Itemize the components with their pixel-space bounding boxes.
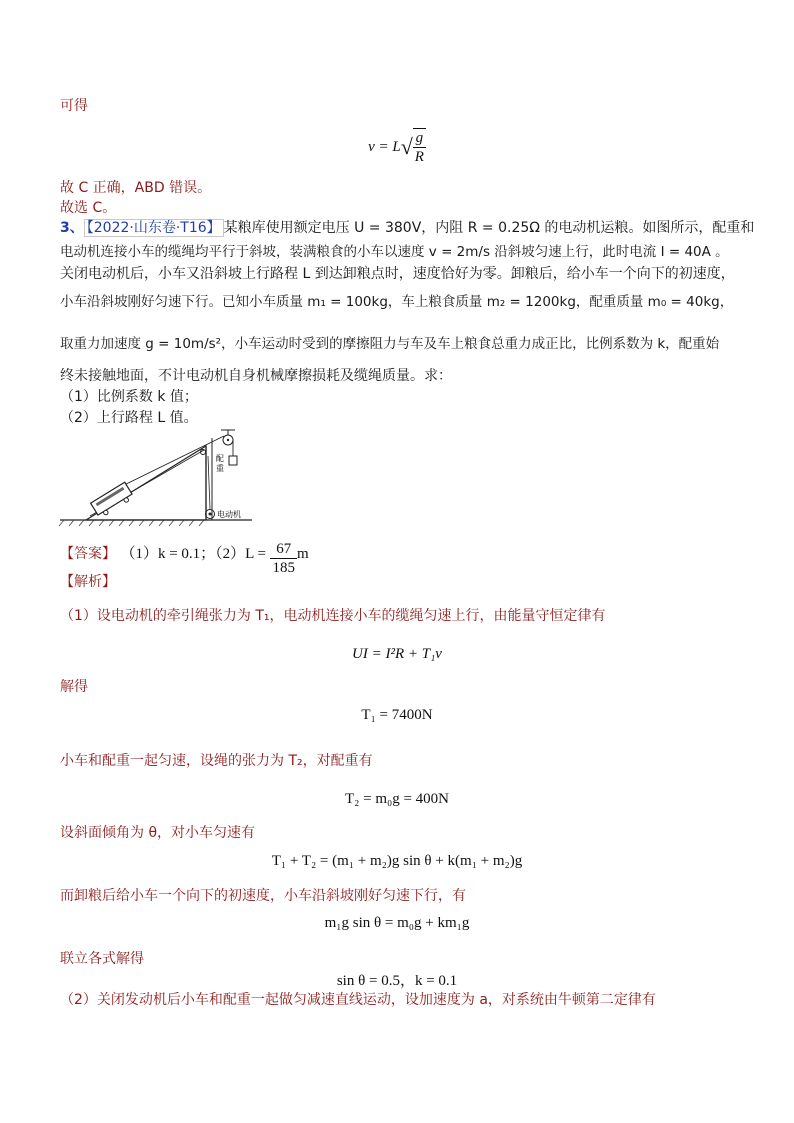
problem-line3: 关闭电动机后，小车又沿斜坡上行路程 L 到达卸粮点时，速度恰好为零。卸粮后，给小车一个向下的初速度，	[60, 266, 735, 282]
incline-figure	[56, 428, 256, 528]
formula-v: v = L√ $\frac{g}{R}$	[368, 130, 424, 165]
question-1: （1）比例系数 k 值；	[60, 389, 198, 405]
text-choose: 故选 C。	[60, 200, 117, 216]
analysis-eq6: sin θ = 0.5，k = 0.1	[336, 973, 458, 989]
analysis-p1: （1）设电动机的牵引绳张力为 T₁，电动机连接小车的缆绳匀速上行，由能量守恒定律有	[60, 608, 606, 624]
text-kede: 可得	[60, 98, 88, 114]
problem-line2: 电动机连接小车的缆绳均平行于斜坡，装满粮食的小车以速度 v = 2m/s 沿斜坡匀速上行，此时电流 I = 40A 。	[60, 244, 729, 260]
problem-number: 3、	[60, 220, 84, 236]
figure-label-weight-1: 配	[216, 454, 224, 463]
formula-v-num: g	[413, 129, 426, 148]
problem-line4: 小车沿斜坡刚好匀速下行。已知小车质量 m₁ = 100kg，车上粮食质量 m₂ = 1200kg，配重质量 m₀ = 40kg，	[60, 294, 734, 310]
analysis-jiede: 解得	[60, 679, 88, 695]
analysis-label: 【解析】	[60, 574, 116, 590]
analysis-eq4: T₁ + T₂ = (m₁ + m₂)g sin θ + k(m₁ + m₂)g	[271, 853, 523, 869]
answer-frac-num: 67	[270, 540, 297, 559]
analysis-p4: 而卸粮后给小车一个向下的初速度，小车沿斜坡刚好匀速下行，有	[60, 888, 466, 904]
problem-line1	[60, 218, 754, 238]
answer-unit: m	[296, 546, 309, 562]
answer-label: 【答案】	[60, 546, 116, 562]
text-correct: 故 C 正确，ABD 错误。	[60, 180, 212, 196]
figure-label-motor: 电动机	[217, 510, 241, 519]
figure-label-weight-2: 重	[216, 464, 224, 473]
analysis-eq3: T₂ = m₀g = 400N	[344, 791, 450, 807]
analysis-p2: 小车和配重一起匀速，设绳的张力为 T₂，对配重有	[60, 753, 373, 769]
problem-line6: 终未接触地面，不计电动机自身机械摩擦损耗及缆绳质量。求：	[60, 368, 452, 384]
analysis-eq2: T₁ = 7400N	[361, 707, 433, 723]
formula-v-lhs: v = L	[368, 139, 401, 155]
analysis-p3: 设斜面倾角为 θ，对小车匀速有	[60, 825, 256, 841]
analysis-eq5: m₁g sin θ = m₀g + km₁g	[324, 915, 470, 931]
question-2: （2）上行路程 L 值。	[60, 410, 198, 426]
problem-text-line1: 某粮库使用额定电压 U = 380V，内阻 R = 0.25Ω 的电动机运粮。如图所示，配重和	[223, 220, 755, 236]
analysis-p5: 联立各式解得	[60, 951, 144, 967]
formula-v-den: R	[414, 149, 424, 165]
answer-part1: （1）k = 0.1；（2）L =	[120, 546, 266, 562]
problem-source: 【2022·山东卷·T16】	[84, 219, 224, 237]
analysis-p6: （2）关闭发动机后小车和配重一起做匀减速直线运动，设加速度为 a，对系统由牛顿第二定律有	[60, 992, 656, 1008]
problem-line5: 取重力加速度 g = 10m/s²，小车运动时受到的摩擦阻力与车及车上粮食总重力成正比，比例系数为 k，配重始	[60, 336, 720, 352]
analysis-eq1: UI = I²R + T₁v	[352, 646, 442, 662]
answer-frac-den: 185	[272, 560, 295, 576]
